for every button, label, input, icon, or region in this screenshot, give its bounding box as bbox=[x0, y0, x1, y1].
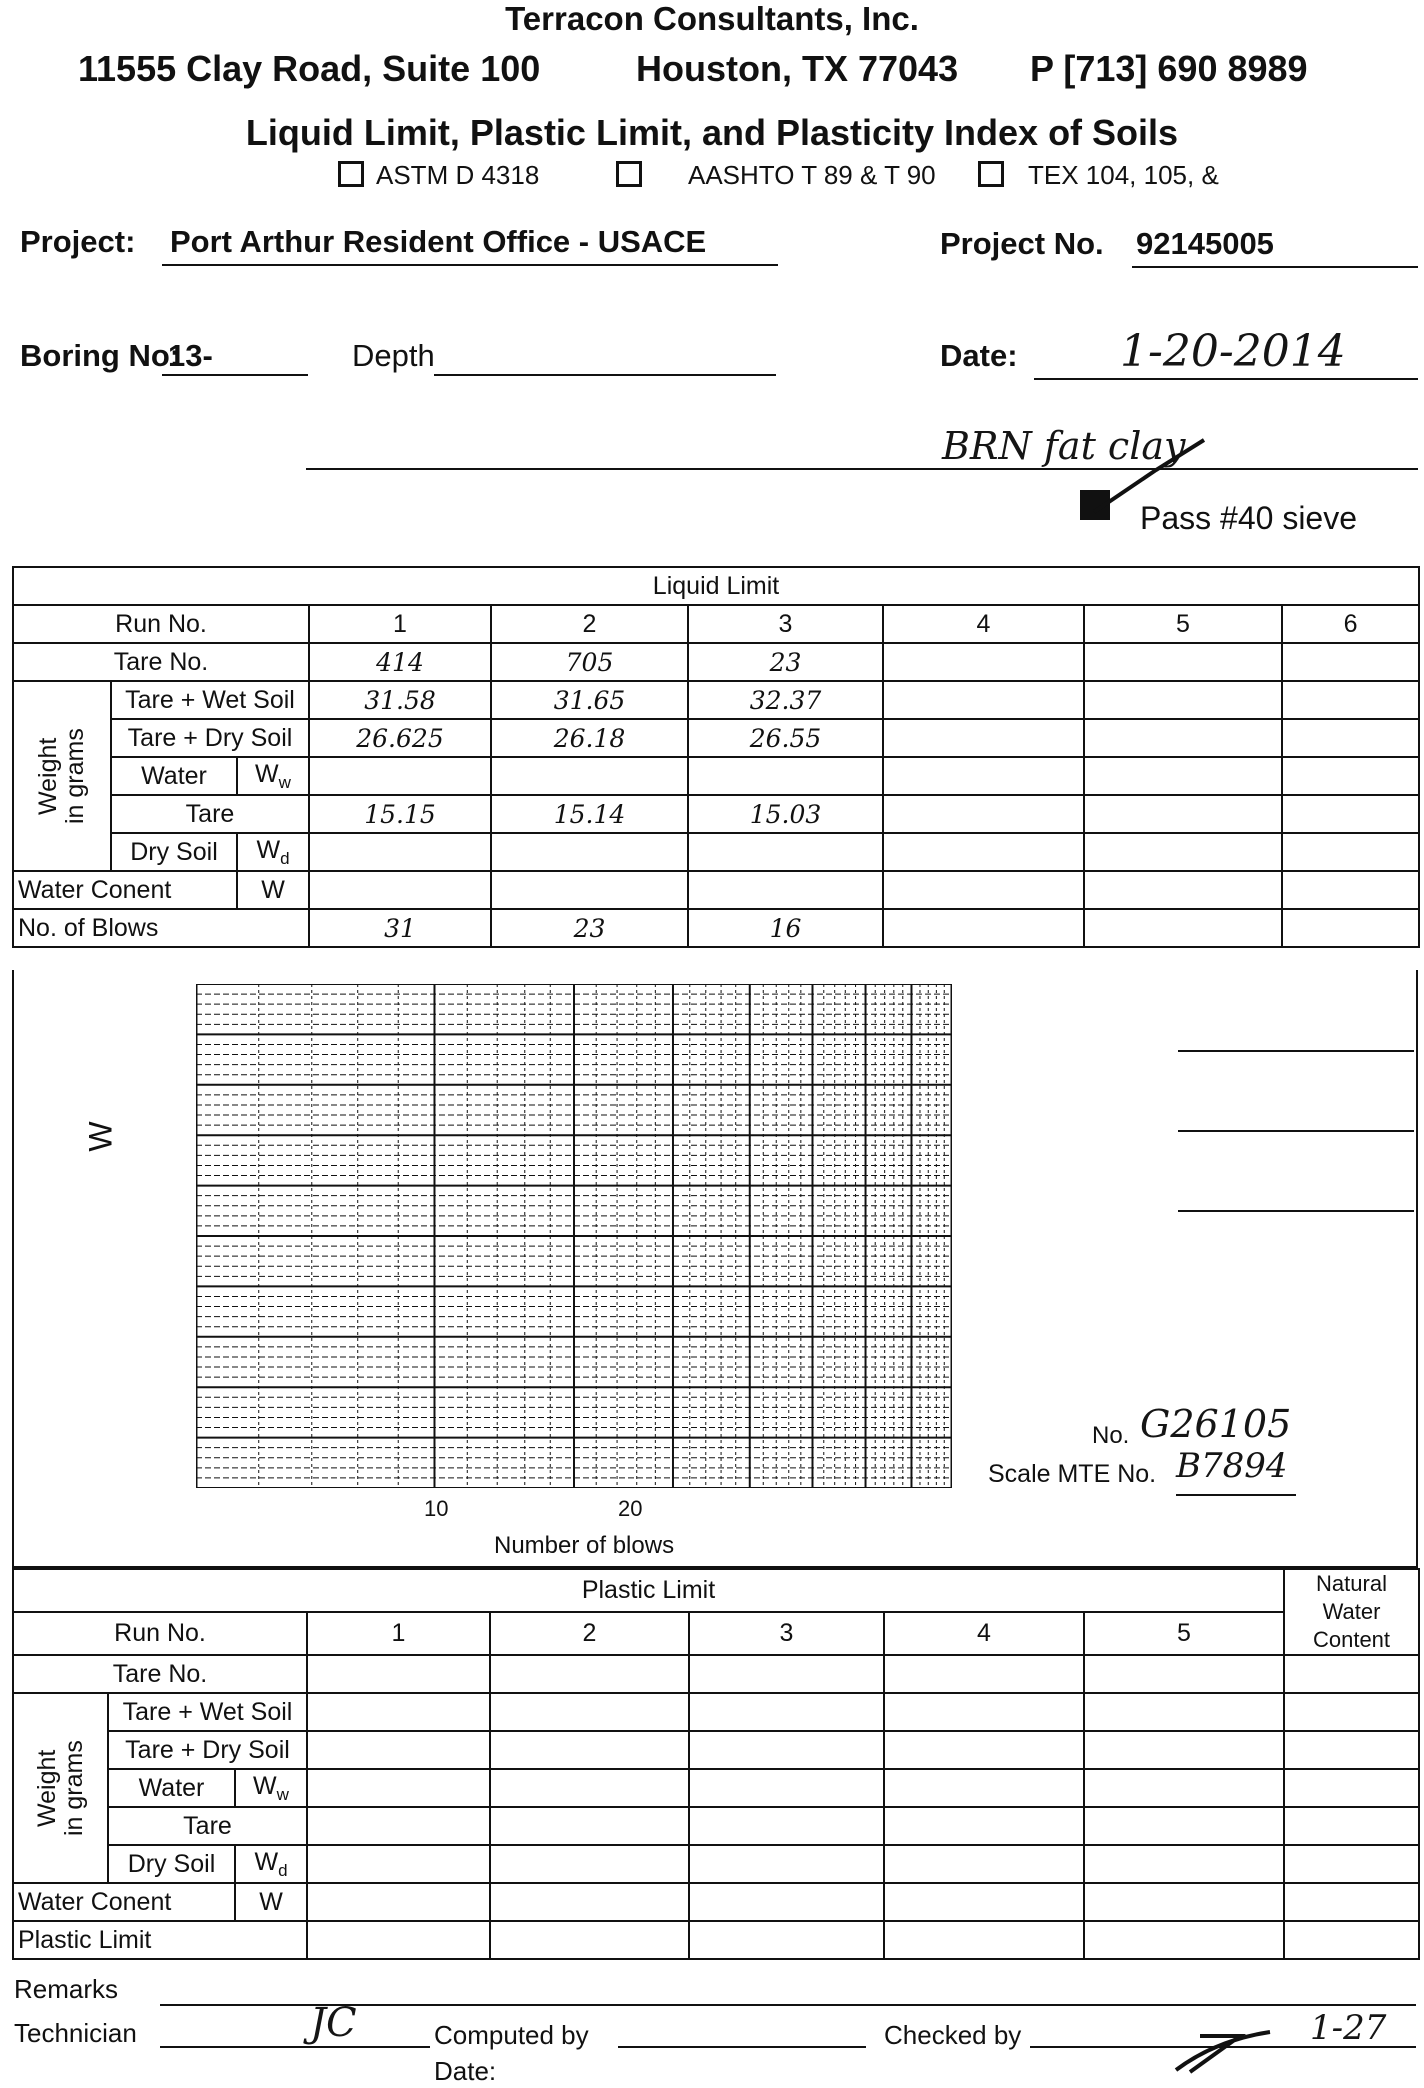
form-title: Liquid Limit, Plastic Limit, and Plasticity Index of Soils bbox=[245, 112, 1179, 153]
project-number-underline bbox=[1132, 266, 1418, 268]
ll-dry-1[interactable]: 26.625 bbox=[309, 719, 491, 757]
pl-content-nwc[interactable] bbox=[1284, 1883, 1419, 1921]
ll-blows-6[interactable] bbox=[1282, 909, 1419, 947]
ll-tare-no-5[interactable] bbox=[1084, 643, 1282, 681]
pl-content-label: Water Conent bbox=[13, 1883, 235, 1921]
standard-tex: TEX 104, 105, & bbox=[978, 160, 1219, 191]
natural-water-content-header: Natural Water Content bbox=[1284, 1569, 1419, 1655]
scale-mte-value[interactable]: B7894 bbox=[1176, 1446, 1288, 1486]
pl-wet-4[interactable] bbox=[884, 1693, 1084, 1731]
date-underline bbox=[1034, 378, 1418, 380]
ll-run-5: 5 bbox=[1084, 605, 1282, 643]
ll-wet-1[interactable]: 31.58 bbox=[309, 681, 491, 719]
depth-label: Depth bbox=[352, 338, 435, 373]
project-label: Project: bbox=[20, 224, 136, 259]
pl-run-2: 2 bbox=[490, 1612, 689, 1655]
pl-dry-nwc[interactable] bbox=[1284, 1731, 1419, 1769]
result-line-2[interactable] bbox=[1178, 1130, 1414, 1132]
graph-tick-10: 10 bbox=[424, 1496, 449, 1521]
boring-underline bbox=[162, 374, 308, 376]
pl-drysoil-4[interactable] bbox=[884, 1845, 1084, 1883]
graph-tick-20: 20 bbox=[618, 1496, 643, 1521]
pl-tare-nwc[interactable] bbox=[1284, 1807, 1419, 1845]
soil-description[interactable]: BRN fat clay bbox=[942, 424, 1186, 468]
pl-wet-3[interactable] bbox=[689, 1693, 884, 1731]
technician-label: Technician bbox=[14, 2018, 137, 2048]
date-label: Date: bbox=[940, 338, 1018, 373]
computed-by-label: Computed by bbox=[434, 2020, 589, 2050]
ll-run-label: Run No. bbox=[13, 605, 309, 643]
ll-water-2[interactable] bbox=[491, 757, 688, 795]
company-address: 11555 Clay Road, Suite 100 bbox=[78, 48, 541, 89]
company-city: Houston, TX 77043 bbox=[636, 48, 959, 89]
ll-blows-2[interactable]: 23 bbox=[491, 909, 688, 947]
pl-water-3[interactable] bbox=[689, 1769, 884, 1807]
pl-tare-no-1[interactable] bbox=[307, 1655, 490, 1693]
ll-tare-5[interactable] bbox=[1084, 795, 1282, 833]
pl-water-1[interactable] bbox=[307, 1769, 490, 1807]
pl-content-1[interactable] bbox=[307, 1883, 490, 1921]
pl-run-1: 1 bbox=[307, 1612, 490, 1655]
ll-drysoil-6[interactable] bbox=[1282, 833, 1419, 871]
ll-content-2[interactable] bbox=[491, 871, 688, 909]
standard-astm: ASTM D 4318 bbox=[338, 160, 539, 191]
pl-wet-1[interactable] bbox=[307, 1693, 490, 1731]
ll-drysoil-3[interactable] bbox=[688, 833, 883, 871]
ll-dry-6[interactable] bbox=[1282, 719, 1419, 757]
ll-tare-no-2[interactable]: 705 bbox=[491, 643, 688, 681]
remarks-label: Remarks bbox=[14, 1974, 119, 2004]
ll-content-symbol: W bbox=[237, 871, 309, 909]
pl-drysoil-5[interactable] bbox=[1084, 1845, 1284, 1883]
computed-date-label: Date: bbox=[434, 2056, 497, 2086]
graph-x-label: Number of blows bbox=[494, 1532, 675, 1559]
project-underline bbox=[162, 264, 778, 266]
pl-drysoil-symbol: $W_d$ bbox=[235, 1845, 307, 1883]
pl-run-4: 4 bbox=[884, 1612, 1084, 1655]
ll-content-6[interactable] bbox=[1282, 871, 1419, 909]
description-underline bbox=[306, 468, 1418, 470]
ll-drysoil-1[interactable] bbox=[309, 833, 491, 871]
ll-tare-no-label: Tare No. bbox=[13, 643, 309, 681]
ll-dry-2[interactable]: 26.18 bbox=[491, 719, 688, 757]
ll-content-3[interactable] bbox=[688, 871, 883, 909]
ll-tare-1[interactable]: 15.15 bbox=[309, 795, 491, 833]
computed-by-field[interactable] bbox=[618, 2046, 866, 2048]
pl-tare-no-5[interactable] bbox=[1084, 1655, 1284, 1693]
company-name: Terracon Consultants, Inc. bbox=[505, 0, 919, 37]
pl-dry-2[interactable] bbox=[490, 1731, 689, 1769]
pl-wet-label: Tare + Wet Soil bbox=[108, 1693, 307, 1731]
ll-blows-1[interactable]: 31 bbox=[309, 909, 491, 947]
scale-mte-label: Scale MTE No. bbox=[988, 1460, 1157, 1488]
boring-number[interactable]: 13- bbox=[168, 338, 213, 373]
aashto-checkbox[interactable] bbox=[616, 161, 642, 187]
pl-dry-5[interactable] bbox=[1084, 1731, 1284, 1769]
ll-drysoil-symbol: $W_d$ bbox=[237, 833, 309, 871]
pl-water-label: Water bbox=[108, 1769, 235, 1807]
pl-limit-2[interactable] bbox=[490, 1921, 689, 1959]
ll-drysoil-label: Dry Soil bbox=[111, 833, 237, 871]
ll-tare-6[interactable] bbox=[1282, 795, 1419, 833]
project-name[interactable]: Port Arthur Resident Office - USACE bbox=[170, 224, 707, 259]
ll-drysoil-4[interactable] bbox=[883, 833, 1084, 871]
technician-value[interactable]: JC bbox=[310, 2000, 357, 2046]
ll-tare-no-4[interactable] bbox=[883, 643, 1084, 681]
ll-water-1[interactable] bbox=[309, 757, 491, 795]
pl-water-5[interactable] bbox=[1084, 1769, 1284, 1807]
ll-wet-6[interactable] bbox=[1282, 681, 1419, 719]
pl-tare-no-label: Tare No. bbox=[13, 1655, 307, 1693]
ll-run-2: 2 bbox=[491, 605, 688, 643]
ll-run-1: 1 bbox=[309, 605, 491, 643]
result-line-3[interactable] bbox=[1178, 1210, 1414, 1212]
pl-run-5: 5 bbox=[1084, 1612, 1284, 1655]
pl-water-2[interactable] bbox=[490, 1769, 689, 1807]
pl-run-label: Run No. bbox=[13, 1612, 307, 1655]
ll-water-symbol: $W_w$ bbox=[237, 757, 309, 795]
ll-wet-5[interactable] bbox=[1084, 681, 1282, 719]
pl-tare-no-2[interactable] bbox=[490, 1655, 689, 1693]
ll-tare-no-6[interactable] bbox=[1282, 643, 1419, 681]
ll-drysoil-2[interactable] bbox=[491, 833, 688, 871]
pl-dry-4[interactable] bbox=[884, 1731, 1084, 1769]
pl-content-2[interactable] bbox=[490, 1883, 689, 1921]
standard-aashto: AASHTO T 89 & T 90 bbox=[616, 160, 936, 191]
pl-limit-label: Plastic Limit bbox=[13, 1921, 307, 1959]
boring-label: Boring No: bbox=[20, 338, 181, 373]
pl-tare-1[interactable] bbox=[307, 1807, 490, 1845]
result-line-1[interactable] bbox=[1178, 1050, 1414, 1052]
depth-field[interactable] bbox=[434, 374, 776, 376]
checked-by-label: Checked by bbox=[884, 2020, 1022, 2050]
ll-tare-4[interactable] bbox=[883, 795, 1084, 833]
ll-dry-label: Tare + Dry Soil bbox=[111, 719, 309, 757]
graph-y-label: W bbox=[82, 1121, 119, 1152]
plastic-limit-table bbox=[12, 1568, 1420, 1960]
ll-drysoil-5[interactable] bbox=[1084, 833, 1282, 871]
checked-by-value[interactable]: 1-27 bbox=[1310, 2008, 1387, 2048]
ll-water-6[interactable] bbox=[1282, 757, 1419, 795]
ll-blows-5[interactable] bbox=[1084, 909, 1282, 947]
pl-dry-3[interactable] bbox=[689, 1731, 884, 1769]
ll-content-5[interactable] bbox=[1084, 871, 1282, 909]
ll-dry-4[interactable] bbox=[883, 719, 1084, 757]
semilog-grid[interactable] bbox=[196, 984, 952, 1488]
checker-signature bbox=[1170, 2012, 1280, 2082]
liquid-limit-table bbox=[12, 566, 1420, 948]
pl-tare-5[interactable] bbox=[1084, 1807, 1284, 1845]
ll-blows-label: No. of Blows bbox=[13, 909, 309, 947]
pl-content-symbol: W bbox=[235, 1883, 307, 1921]
pl-water-symbol: $W_w$ bbox=[235, 1769, 307, 1807]
pl-drysoil-3[interactable] bbox=[689, 1845, 884, 1883]
pl-limit-5[interactable] bbox=[1084, 1921, 1284, 1959]
ll-wet-3[interactable]: 32.37 bbox=[688, 681, 883, 719]
pl-dry-1[interactable] bbox=[307, 1731, 490, 1769]
ll-blows-4[interactable] bbox=[883, 909, 1084, 947]
pl-limit-4[interactable] bbox=[884, 1921, 1084, 1959]
liquid-limit-title: Liquid Limit bbox=[13, 567, 1419, 605]
ll-run-6: 6 bbox=[1282, 605, 1419, 643]
ll-dry-3[interactable]: 26.55 bbox=[688, 719, 883, 757]
plastic-limit-title: Plastic Limit bbox=[13, 1569, 1284, 1612]
pl-wet-nwc[interactable] bbox=[1284, 1693, 1419, 1731]
equipment-no-label: No. bbox=[1092, 1422, 1130, 1449]
pl-drysoil-nwc[interactable] bbox=[1284, 1845, 1419, 1883]
technician-underline bbox=[160, 2046, 430, 2048]
pl-content-4[interactable] bbox=[884, 1883, 1084, 1921]
ll-water-5[interactable] bbox=[1084, 757, 1282, 795]
pl-tare-no-nwc[interactable] bbox=[1284, 1655, 1419, 1693]
ll-run-3: 3 bbox=[688, 605, 883, 643]
pl-limit-3[interactable] bbox=[689, 1921, 884, 1959]
date-value[interactable]: 1-20-2014 bbox=[1120, 326, 1346, 377]
ll-wet-label: Tare + Wet Soil bbox=[111, 681, 309, 719]
pl-limit-nwc[interactable] bbox=[1284, 1921, 1419, 1959]
scale-mte-underline bbox=[1176, 1494, 1296, 1496]
tex-checkbox[interactable] bbox=[978, 161, 1004, 187]
pl-dry-label: Tare + Dry Soil bbox=[108, 1731, 307, 1769]
ll-water-4[interactable] bbox=[883, 757, 1084, 795]
sieve-label: Pass #40 sieve bbox=[1140, 500, 1358, 536]
pl-tare-4[interactable] bbox=[884, 1807, 1084, 1845]
ll-wet-2[interactable]: 31.65 bbox=[491, 681, 688, 719]
pl-content-5[interactable] bbox=[1084, 1883, 1284, 1921]
pl-tare-no-3[interactable] bbox=[689, 1655, 884, 1693]
ll-tare-label: Tare bbox=[111, 795, 309, 833]
pl-run-3: 3 bbox=[689, 1612, 884, 1655]
pl-water-nwc[interactable] bbox=[1284, 1769, 1419, 1807]
ll-dry-5[interactable] bbox=[1084, 719, 1282, 757]
ll-tare-2[interactable]: 15.14 bbox=[491, 795, 688, 833]
pl-water-4[interactable] bbox=[884, 1769, 1084, 1807]
ll-water-3[interactable] bbox=[688, 757, 883, 795]
pl-weight-label: Weight in grams bbox=[13, 1693, 108, 1883]
pl-tare-label: Tare bbox=[108, 1807, 307, 1845]
project-number-label: Project No. bbox=[940, 226, 1104, 261]
pl-limit-1[interactable] bbox=[307, 1921, 490, 1959]
equipment-no-value[interactable]: G26105 bbox=[1140, 1402, 1292, 1446]
ll-run-4: 4 bbox=[883, 605, 1084, 643]
ll-blows-3[interactable]: 16 bbox=[688, 909, 883, 947]
ll-water-label: Water bbox=[111, 757, 237, 795]
pl-tare-no-4[interactable] bbox=[884, 1655, 1084, 1693]
pl-content-3[interactable] bbox=[689, 1883, 884, 1921]
pl-drysoil-2[interactable] bbox=[490, 1845, 689, 1883]
pl-tare-2[interactable] bbox=[490, 1807, 689, 1845]
ll-content-1[interactable] bbox=[309, 871, 491, 909]
pl-tare-3[interactable] bbox=[689, 1807, 884, 1845]
company-phone: P [713] 690 8989 bbox=[1030, 48, 1308, 89]
pl-drysoil-label: Dry Soil bbox=[108, 1845, 235, 1883]
ll-content-label: Water Conent bbox=[13, 871, 237, 909]
ll-tare-no-3[interactable]: 23 bbox=[688, 643, 883, 681]
ll-tare-no-1[interactable]: 414 bbox=[309, 643, 491, 681]
ll-weight-label: Weight in grams bbox=[13, 681, 111, 871]
project-number[interactable]: 92145005 bbox=[1136, 226, 1274, 261]
pl-wet-5[interactable] bbox=[1084, 1693, 1284, 1731]
pl-wet-2[interactable] bbox=[490, 1693, 689, 1731]
ll-wet-4[interactable] bbox=[883, 681, 1084, 719]
astm-checkbox[interactable] bbox=[338, 161, 364, 187]
ll-tare-3[interactable]: 15.03 bbox=[688, 795, 883, 833]
pl-drysoil-1[interactable] bbox=[307, 1845, 490, 1883]
ll-content-4[interactable] bbox=[883, 871, 1084, 909]
